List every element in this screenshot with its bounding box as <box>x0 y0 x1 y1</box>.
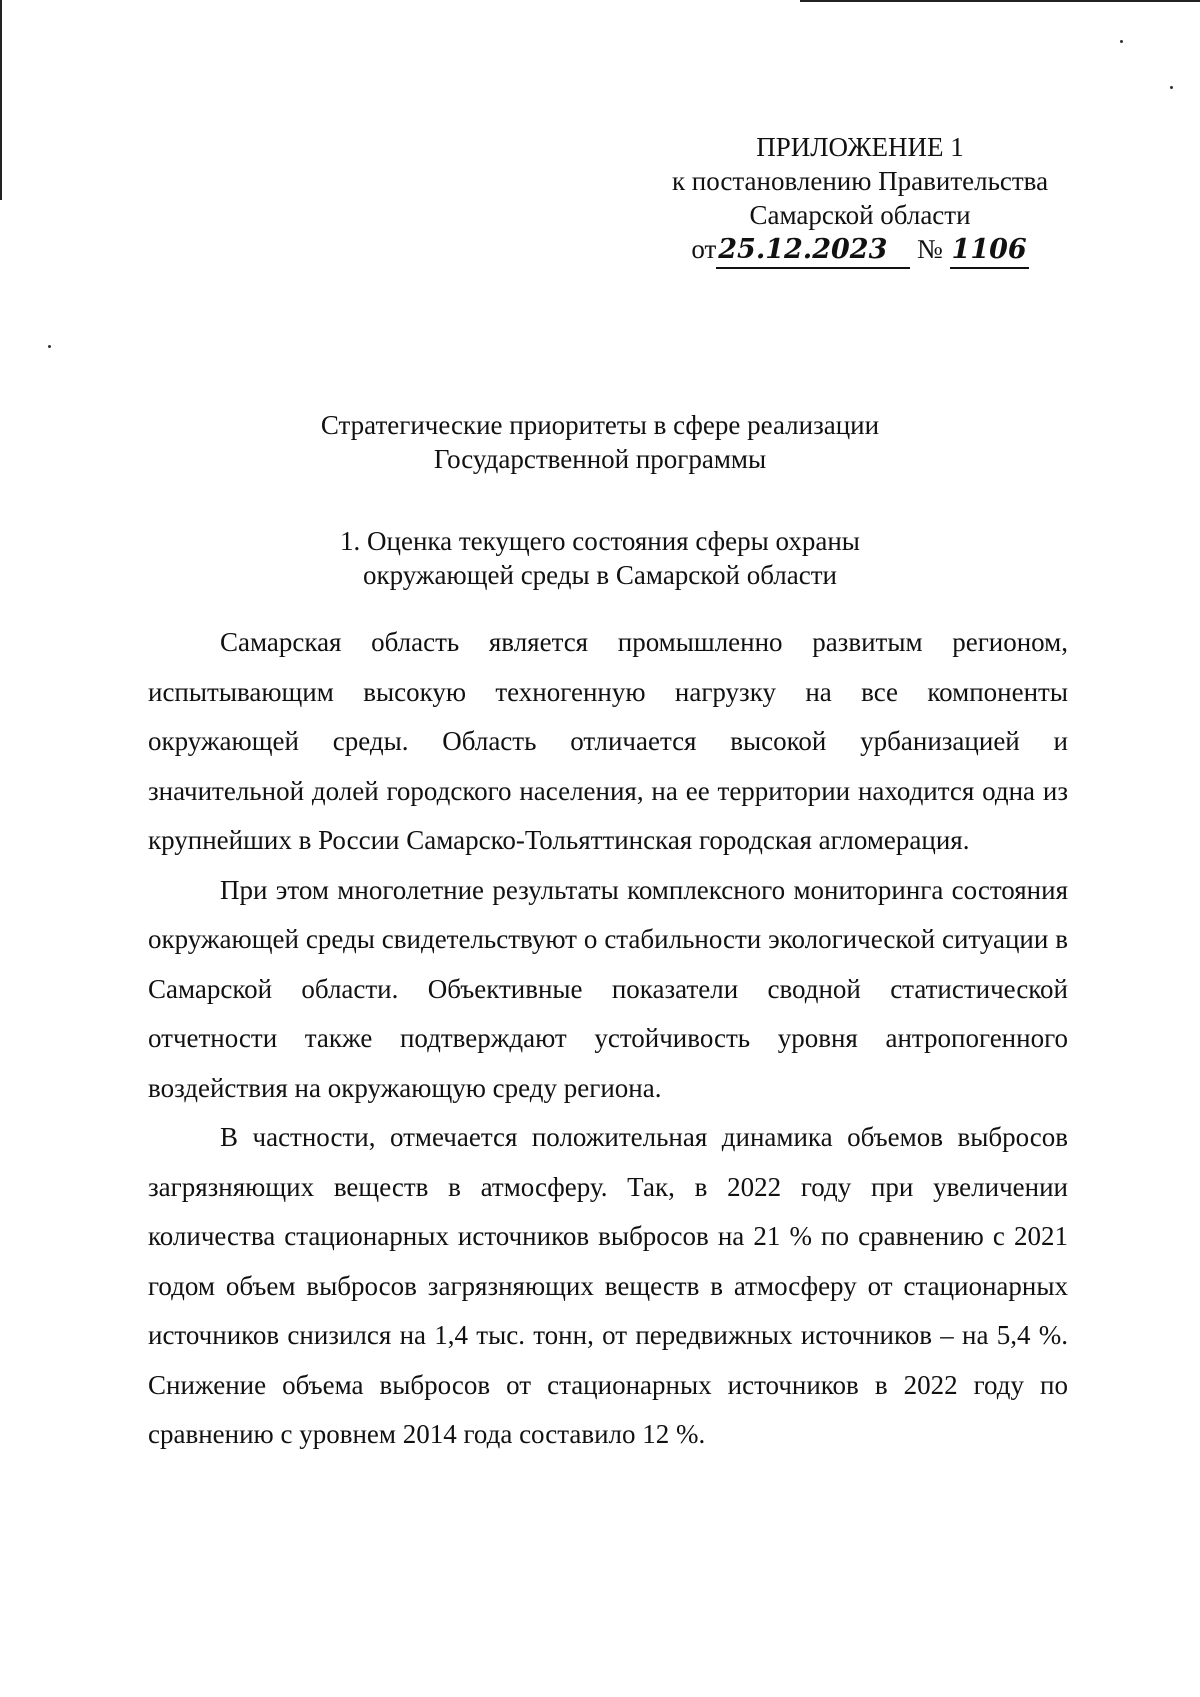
appendix-date-number <box>640 232 1080 269</box>
handwritten-date: 25.12.2023 <box>716 233 910 269</box>
paragraph: При этом многолетние результаты комплексного мониторинга состояния окружающей среды свидетельствуют о стабильности экологической ситуации в Самарской области. Объективные показатели сводной статистической отчетности также подтверждают устойчивость уровня антропогенного воздействия на окружающую среду региона. <box>148 874 1068 1103</box>
section-heading-line-2: окружающей среды в Самарской области <box>363 560 837 590</box>
document-title-line-1: Стратегические приоритеты в сфере реализации <box>320 410 880 440</box>
paragraph: Самарская область является промышленно развитым регионом, испытывающим высокую техногенную нагрузку на все компоненты окружающей среды. Область отличается высокой урбанизацией и значительной долей городского населения, на ее территории находится одна из крупнейших в России Самарско-Тольяттинская городская агломерация. <box>148 627 1068 855</box>
body-text <box>148 618 1068 1460</box>
handwritten-number: 1106 <box>950 233 1029 269</box>
appendix-line-2: Самарской области <box>749 200 971 230</box>
scan-speck <box>48 345 51 348</box>
scan-speck <box>1120 40 1123 43</box>
section-heading <box>200 524 1000 592</box>
scan-edge-top <box>800 0 1200 2</box>
section-heading-line-1: 1. Оценка текущего состояния сферы охраны <box>340 526 860 556</box>
appendix-title: ПРИЛОЖЕНИЕ 1 <box>756 132 964 162</box>
appendix-header <box>640 130 1080 269</box>
scan-edge-left <box>0 0 2 200</box>
document-title-line-2: Государственной программы <box>433 444 767 474</box>
document-title <box>200 408 1000 476</box>
paragraph: В частности, отмечается положительная динамика объемов выбросов загрязняющих веществ в атмосферу. Так, в 2022 году при увеличении количества стационарных источников выбросов на 21 % по сравнению с 2021 годом объем выбросов загрязняющих веществ в атмосферу от стационарных источников снизился на 1,4 тыс. тонн, от передвижных источников – на 5,4 %. Снижение объема выбросов от стационарных источников в 2022 году по сравнению с уровнем 2014 года составило 12 %. <box>148 1122 1068 1449</box>
scan-speck <box>1170 86 1173 89</box>
number-prefix: № <box>917 234 943 264</box>
date-prefix: от <box>691 234 717 264</box>
appendix-line-1: к постановлению Правительства <box>671 166 1049 196</box>
